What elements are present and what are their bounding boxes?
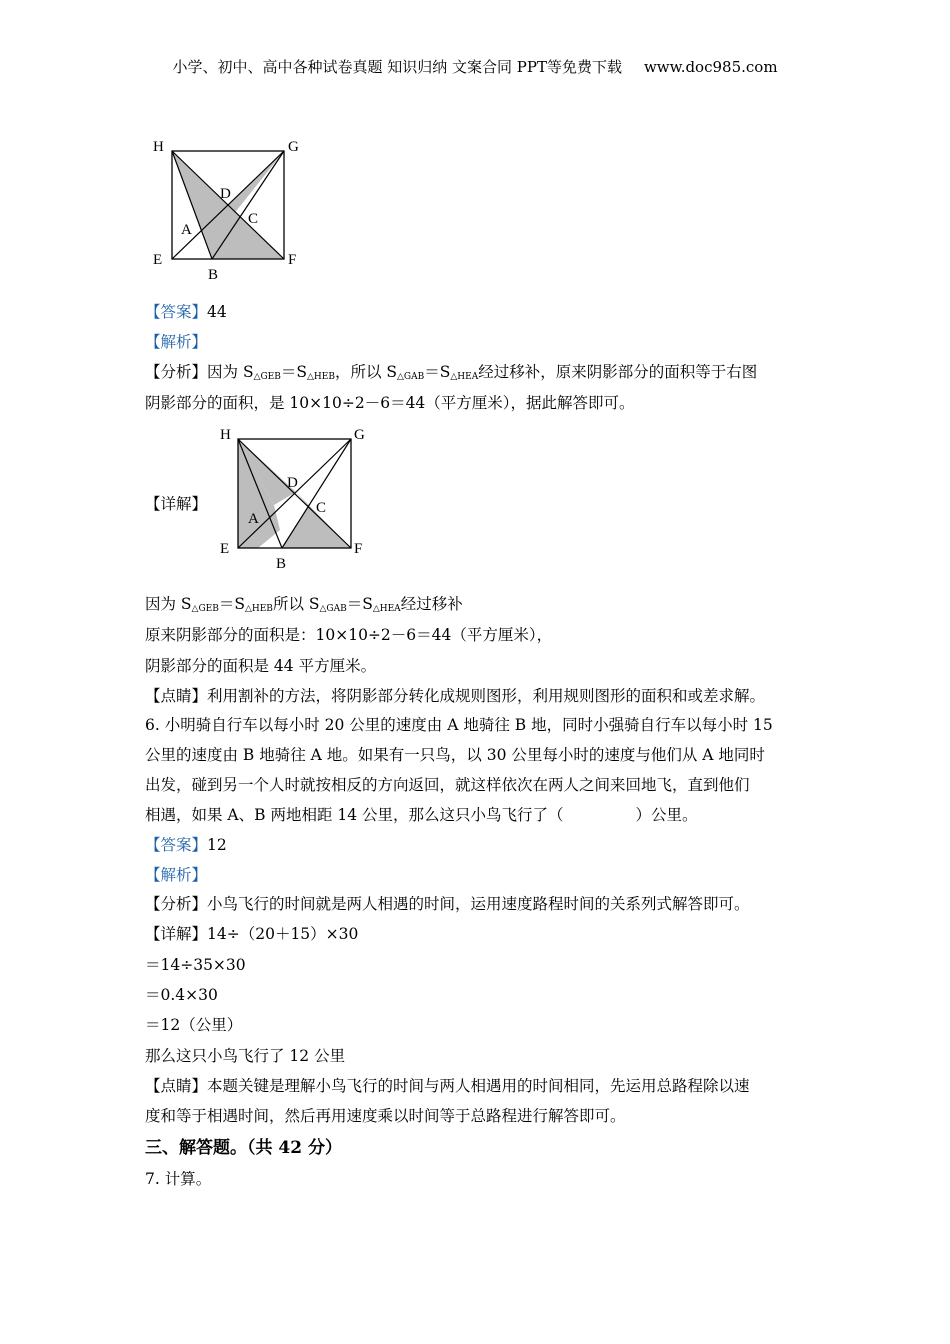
- q5-answer: 【答案】44: [145, 303, 227, 321]
- label-d: D: [220, 186, 231, 202]
- q5-fenxi-line2: 阴影部分的面积，是 10×10÷2－6＝44（平方厘米），据此解答即可。: [145, 394, 635, 412]
- label-a: A: [248, 511, 259, 527]
- q6-fenxi: 【分析】小鸟飞行的时间就是两人相遇的时间，运用速度路程时间的关系列式解答即可。: [145, 895, 750, 913]
- label-f: F: [354, 541, 363, 557]
- figure-2: [212, 420, 377, 572]
- q6-step3: ＝0.4×30: [145, 986, 218, 1004]
- q6-xiangjie: 【详解】14÷（20＋15）×30: [145, 925, 359, 943]
- q7-title: 7. 计算。: [145, 1170, 212, 1188]
- label-g: G: [288, 139, 299, 155]
- q6-step2: ＝14÷35×30: [145, 956, 246, 974]
- q5-analysis-tag: 【解析】: [145, 333, 208, 351]
- q5-detail-line1: 因为 $S_{\triangle GEB}=S_{\triangle HEB}$所以 $S_{\triangle GAB}=S_{\triangle HEA}$经过移补: [145, 595, 463, 614]
- label-b: B: [208, 267, 219, 282]
- label-e: E: [153, 252, 163, 268]
- q6-conclusion: 那么这只小鸟飞行了 12 公里: [145, 1047, 346, 1065]
- q6-line4: 相遇，如果 A、B 两地相距 14 公里，那么这只小鸟飞行了（ ）公里。: [145, 806, 698, 824]
- header-url[interactable]: www.doc985.com: [643, 58, 778, 76]
- label-h: H: [153, 139, 164, 155]
- q6-line3: 出发，碰到另一个人时就按相反的方向返回，就这样依次在两人之间来回地飞，直到他们: [145, 776, 750, 794]
- q6-line2: 公里的速度由 B 地骑往 A 地。如果有一只鸟，以 30 公里每小时的速度与他们从 A 地同时: [145, 746, 765, 764]
- q6-dianjing: 【点睛】本题关键是理解小鸟飞行的时间与两人相遇用的时间相同，先运用总路程除以速: [145, 1077, 750, 1095]
- q5-detail-line3: 阴影部分的面积是 44 平方厘米。: [145, 657, 377, 675]
- label-g: G: [354, 427, 365, 443]
- label-c: C: [316, 500, 327, 516]
- q5-fenxi: 【分析】因为 $S_{\triangle GEB}=S_{\triangle HEB}$，所以 $S_{\triangle GAB}=S_{\triangle HEA}$经过移补，原来阴影部分的面积等于右图: [145, 363, 758, 382]
- section-3-title: 三、解答题。（共 42 分）: [145, 1138, 342, 1158]
- header-text: 小学、初中、高中各种试卷真题 知识归纳 文案合同 PPT等免费下载: [172, 58, 622, 76]
- figure-1: [145, 132, 315, 282]
- q6-dianjing-line2: 度和等于相遇时间，然后再用速度乘以时间等于总路程进行解答即可。: [145, 1107, 626, 1125]
- page-header: [0, 56, 950, 77]
- label-c: C: [248, 211, 259, 227]
- label-f: F: [288, 252, 297, 268]
- label-d: D: [287, 475, 298, 491]
- q6-line1: 6. 小明骑自行车以每小时 20 公里的速度由 A 地骑往 B 地，同时小强骑自行车以每小时 15: [145, 716, 773, 734]
- q5-xiangjie-tag: 【详解】: [145, 495, 208, 513]
- q6-step4: ＝12（公里）: [145, 1016, 243, 1034]
- label-h: H: [220, 427, 231, 443]
- label-e: E: [220, 541, 230, 557]
- q5-dianjing: 【点睛】利用割补的方法，将阴影部分转化成规则图形，利用规则图形的面积和或差求解。: [145, 687, 766, 705]
- q6-analysis-tag: 【解析】: [145, 866, 208, 884]
- q6-answer: 【答案】12: [145, 836, 227, 854]
- q5-detail-line2: 原来阴影部分的面积是：10×10÷2－6＝44（平方厘米），: [145, 626, 553, 644]
- label-b: B: [276, 556, 287, 572]
- label-a: A: [181, 222, 192, 238]
